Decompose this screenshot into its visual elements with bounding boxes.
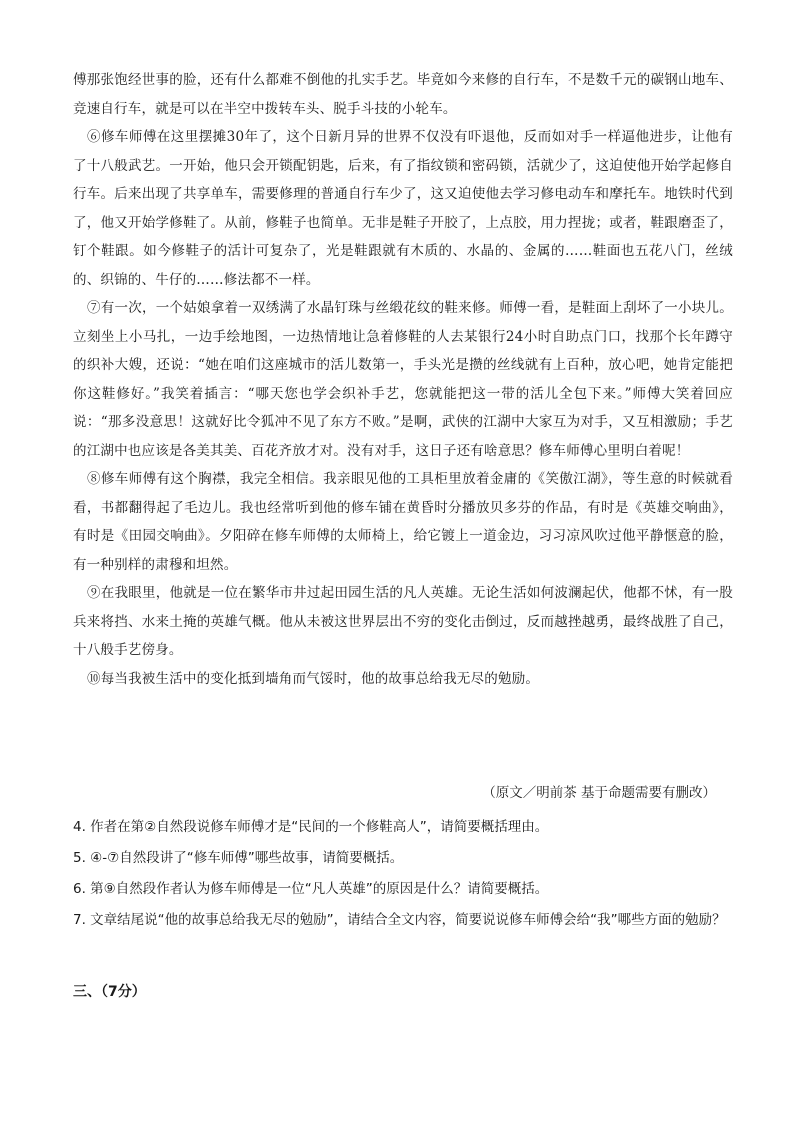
paragraph-continued: 傅那张饱经世事的脸，还有什么都难不倒他的扎实手艺。毕竟如今来修的自行车，不是数千元的碳钢山地车、竞速自行车，就是可以在半空中拨转车头、脱手斗技的小轮车。 [73, 72, 733, 117]
question-5: 5. ④-⑦自然段讲了“修车师傅”哪些故事，请简要概括。 [73, 850, 404, 866]
paragraph-10: ⑩每当我被生活中的变化抵到墙角而气馁时，他的故事总给我无尽的勉励。 [87, 670, 540, 687]
paragraph-8: ⑧修车师傅有这个胸襟，我完全相信。我亲眼见他的工具柜里放着金庸的《笑傲江湖》，等生意的时候就看看，书都翻得起了毛边儿。我也经常听到他的修车铺在黄昏时分播放贝多芬的作品，有时是《英雄交响曲》，有时是《田园交响曲》。夕阳碎在修车师傅的太师椅上，给它镀上一道金边，习习凉风吹过他平静惬意的脸，有一种别样的肃穆和坦然。 [73, 471, 733, 573]
paragraph-7: ⑦有一次，一个姑娘拿着一双绣满了水晶钉珠与丝缎花纹的鞋来修。师傅一看，是鞋面上刮坏了一小块儿。立刻坐上小马扎，一边手绘地图，一边热情地让急着修鞋的人去某银行24小时自助点门口，找那个长年蹲守的织补大嫂，还说：“她在咱们这座城市的活儿数第一，手头光是攒的丝线就有上百种，放心吧，她肯定能把你这鞋修好。”我笑着插言：“哪天您也学会织补手艺，您就能把这一带的活儿全包下来。”师傅大笑着回应说：“那多没意思！这就好比令狐冲不见了东方不败。”是啊，武侠的江湖中大家互为对手，又互相激励；手艺的江湖中也应该是各美其美、百花齐放才对。没有对手，这日子还有啥意思？修车师傅心里明白着呢！ [73, 300, 733, 459]
paragraph-9: ⑨在我眼里，他就是一位在繁华市井过起田园生活的凡人英雄。无论生活如何波澜起伏，他都不怵，有一股兵来将挡、水来土掩的英雄气概。他从未被这世界层出不穷的变化击倒过，反而越挫越勇，最终战胜了自己，十八般手艺傍身。 [73, 585, 733, 658]
section-heading: 三、（7分） [73, 984, 146, 1000]
reading-passage [73, 66, 733, 693]
question-7: 7. 文章结尾说“他的故事总给我无尽的勉励”，请结合全文内容，简要说说修车师傅会给“我”哪些方面的勉励？ [73, 912, 726, 928]
question-6: 6. 第⑨自然段作者认为修车师傅是一位“凡人英雄”的原因是什么？请简要概括。 [73, 881, 549, 897]
question-4: 4. 作者在第②自然段说修车师傅才是“民间的一个修鞋高人”，请简要概括理由。 [73, 819, 549, 835]
question-list [73, 812, 733, 936]
paragraph-6: ⑥修车师傅在这里摆摊30年了，这个日新月异的世界不仅没有吓退他，反而如对手一样逼他进步，让他有了十八般武艺。一开始，他只会开锁配钥匙，后来，有了指纹锁和密码锁，活就少了，这迫使他开始学起修自行车。后来出现了共享单车，需要修理的普通自行车少了，这又迫使他去学习修电动车和摩托车。地铁时代到了，他又开始学修鞋了。从前，修鞋子也简单。无非是鞋子开胶了，上点胶，用力捏拢；或者，鞋跟磨歪了，钉个鞋跟。如今修鞋子的活计可复杂了，光是鞋跟就有木质的、水晶的、金属的……鞋面也五花八门，丝绒的、织锦的、牛仔的……修法都不一样。 [73, 129, 733, 288]
source-attribution: （原文／明前茶 基于命题需要有删改） [482, 785, 716, 801]
